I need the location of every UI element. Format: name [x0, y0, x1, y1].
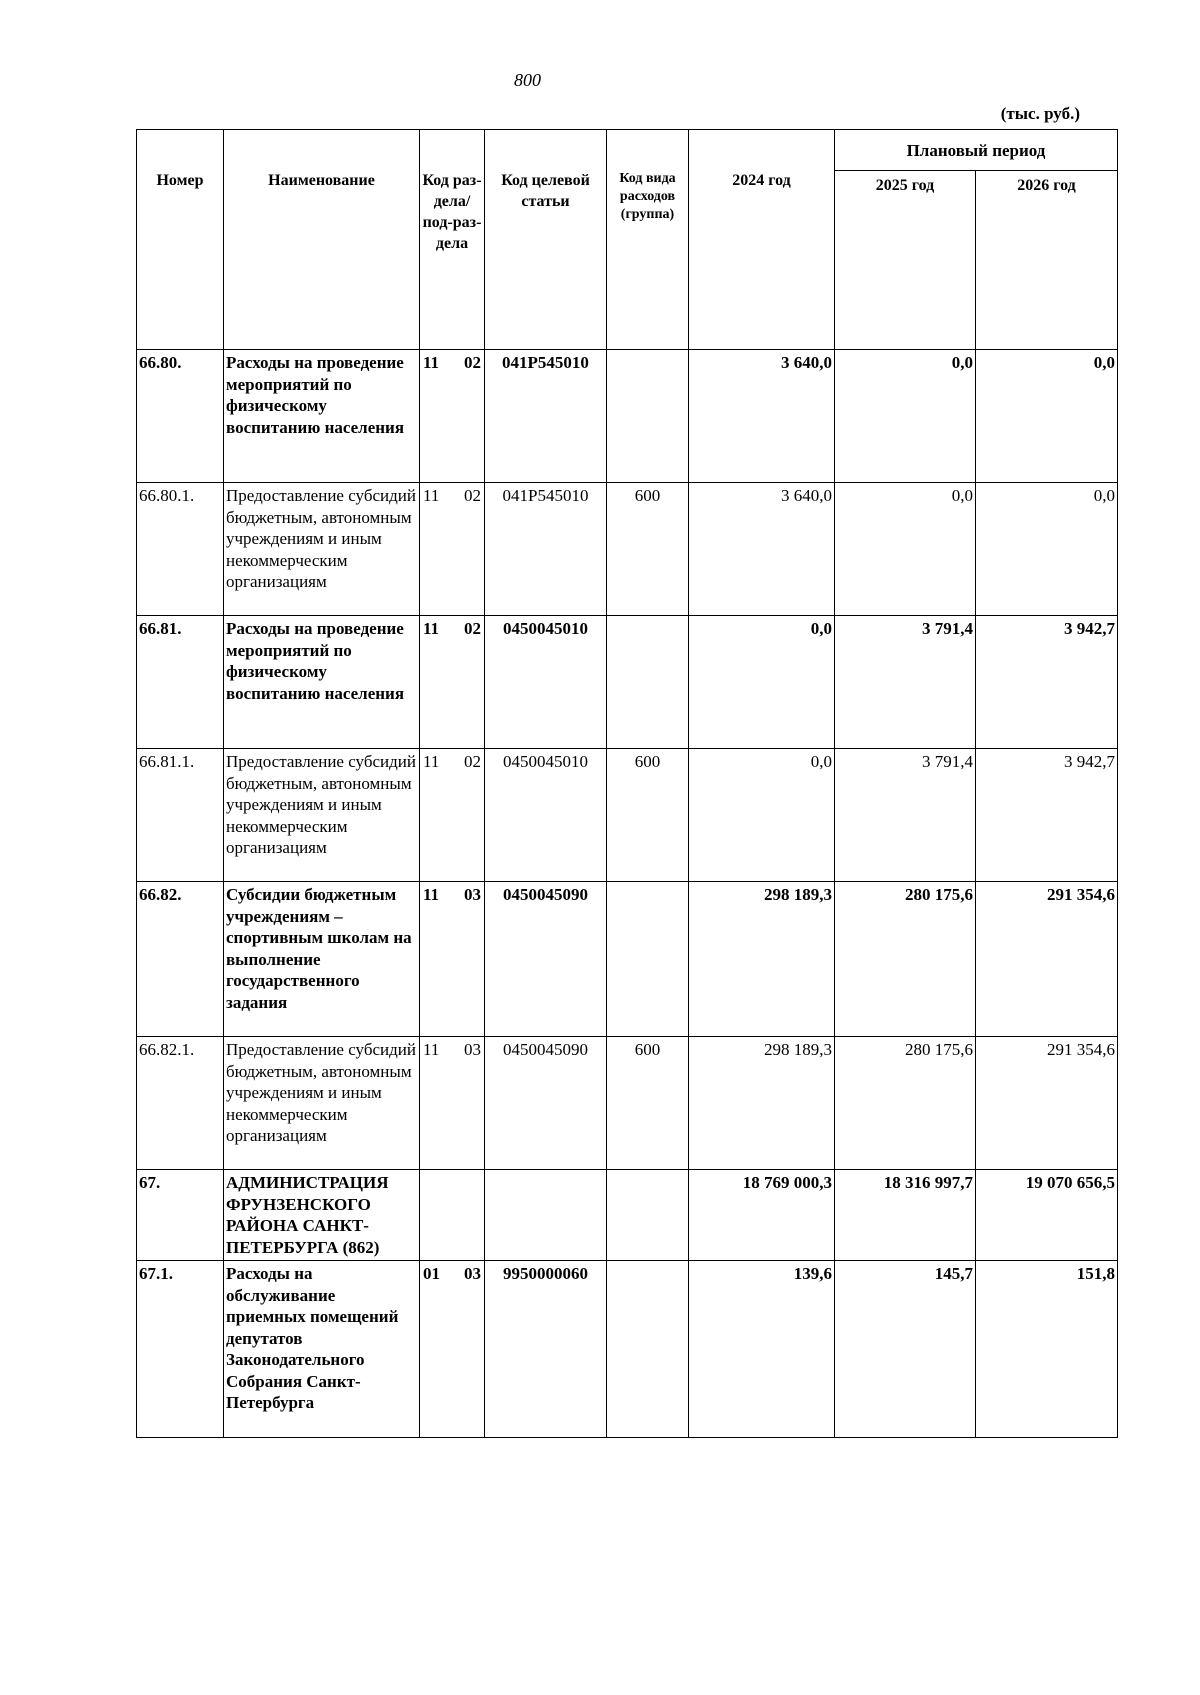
table-row	[137, 1261, 1118, 1438]
row-value-2026: 291 354,6	[976, 1037, 1118, 1170]
row-name: Расходы на обслуживание приемных помещений депутатов Законодательного Собрания Санкт-Петербурга	[224, 1261, 420, 1438]
row-value-2025: 3 791,4	[835, 749, 976, 882]
header-section: Код раз-дела/ под-раз-дела	[420, 130, 485, 350]
row-subsection: 02	[464, 353, 481, 372]
header-row-1	[137, 130, 1118, 171]
row-name: Субсидии бюджетным учреждениям – спортивным школам на выполнение государственного задания	[224, 882, 420, 1037]
row-value-2026: 3 942,7	[976, 749, 1118, 882]
table-row	[137, 616, 1118, 749]
row-value-2024: 0,0	[689, 616, 835, 749]
row-number: 66.82.1.	[137, 1037, 224, 1170]
row-section-code	[420, 882, 485, 1037]
row-subsection: 03	[464, 885, 481, 904]
row-value-2025: 145,7	[835, 1261, 976, 1438]
table-row	[137, 483, 1118, 616]
row-number: 66.80.	[137, 350, 224, 483]
table-row	[137, 1170, 1118, 1261]
row-target-code	[485, 1170, 607, 1261]
row-name: АДМИНИСТРАЦИЯ ФРУНЗЕНСКОГО РАЙОНА САНКТ-ПЕТЕРБУРГА (862)	[224, 1170, 420, 1261]
row-section: 11	[423, 486, 440, 505]
row-expense-type: 600	[607, 1037, 689, 1170]
table-row	[137, 749, 1118, 882]
row-value-2025: 280 175,6	[835, 882, 976, 1037]
row-subsection: 03	[464, 1040, 481, 1059]
row-section: 11	[423, 1040, 440, 1059]
row-section-code	[420, 483, 485, 616]
units-label: (тыс. руб.)	[1000, 104, 1080, 123]
row-value-2025: 18 316 997,7	[835, 1170, 976, 1261]
row-number: 66.81.	[137, 616, 224, 749]
table-row	[137, 1037, 1118, 1170]
row-target-code: 0450045010	[485, 749, 607, 882]
row-section: 11	[423, 885, 440, 904]
row-value-2025: 280 175,6	[835, 1037, 976, 1170]
row-section: 11	[423, 619, 440, 638]
row-name: Предоставление субсидий бюджетным, автономным учреждениям и иным некоммерческим организациям	[224, 1037, 420, 1170]
header-target: Код целевой статьи	[485, 130, 607, 350]
row-number: 66.80.1.	[137, 483, 224, 616]
row-name: Предоставление субсидий бюджетным, автономным учреждениям и иным некоммерческим организациям	[224, 749, 420, 882]
row-value-2024: 3 640,0	[689, 483, 835, 616]
row-expense-type	[607, 1261, 689, 1438]
header-planned-period: Плановый период	[835, 130, 1118, 171]
row-section-code	[420, 1170, 485, 1261]
row-target-code: 041P545010	[485, 350, 607, 483]
row-section-code	[420, 1261, 485, 1438]
row-subsection: 02	[464, 486, 481, 505]
header-2025: 2025 год	[835, 171, 976, 350]
row-section-code	[420, 1037, 485, 1170]
row-name: Расходы на проведение мероприятий по физическому воспитанию населения	[224, 350, 420, 483]
row-subsection: 02	[464, 752, 481, 771]
row-section: 01	[423, 1264, 440, 1283]
row-subsection: 02	[464, 619, 481, 638]
header-2024: 2024 год	[689, 130, 835, 350]
row-value-2024: 3 640,0	[689, 350, 835, 483]
row-value-2024: 139,6	[689, 1261, 835, 1438]
budget-table	[136, 129, 1118, 1438]
row-value-2026: 151,8	[976, 1261, 1118, 1438]
row-number: 67.	[137, 1170, 224, 1261]
row-section-code	[420, 616, 485, 749]
header-name: Наименование	[224, 130, 420, 350]
page-number: 800	[514, 70, 541, 90]
row-target-code: 0450045010	[485, 616, 607, 749]
row-expense-type	[607, 882, 689, 1037]
row-value-2026: 0,0	[976, 350, 1118, 483]
row-value-2024: 298 189,3	[689, 1037, 835, 1170]
row-value-2025: 0,0	[835, 350, 976, 483]
row-value-2026: 3 942,7	[976, 616, 1118, 749]
row-target-code: 0450045090	[485, 882, 607, 1037]
row-expense-type	[607, 616, 689, 749]
row-section: 11	[423, 353, 440, 372]
table-row	[137, 350, 1118, 483]
row-expense-type: 600	[607, 749, 689, 882]
row-value-2026: 0,0	[976, 483, 1118, 616]
row-number: 67.1.	[137, 1261, 224, 1438]
row-target-code: 0450045090	[485, 1037, 607, 1170]
row-section-code	[420, 350, 485, 483]
row-name: Расходы на проведение мероприятий по физическому воспитанию населения	[224, 616, 420, 749]
row-expense-type	[607, 350, 689, 483]
row-section-code	[420, 749, 485, 882]
row-value-2025: 0,0	[835, 483, 976, 616]
header-2026: 2026 год	[976, 171, 1118, 350]
row-value-2024: 298 189,3	[689, 882, 835, 1037]
row-target-code: 041P545010	[485, 483, 607, 616]
row-value-2025: 3 791,4	[835, 616, 976, 749]
row-subsection: 03	[464, 1264, 481, 1283]
row-value-2026: 291 354,6	[976, 882, 1118, 1037]
row-number: 66.81.1.	[137, 749, 224, 882]
row-value-2024: 0,0	[689, 749, 835, 882]
row-section: 11	[423, 752, 440, 771]
row-value-2026: 19 070 656,5	[976, 1170, 1118, 1261]
header-number: Номер	[137, 130, 224, 350]
row-expense-type: 600	[607, 483, 689, 616]
row-target-code: 9950000060	[485, 1261, 607, 1438]
row-value-2024: 18 769 000,3	[689, 1170, 835, 1261]
row-name: Предоставление субсидий бюджетным, автономным учреждениям и иным некоммерческим организациям	[224, 483, 420, 616]
table-body	[137, 350, 1118, 1438]
row-expense-type	[607, 1170, 689, 1261]
header-expense-type: Код вида расходов (группа)	[607, 130, 689, 350]
row-number: 66.82.	[137, 882, 224, 1037]
table-row	[137, 882, 1118, 1037]
